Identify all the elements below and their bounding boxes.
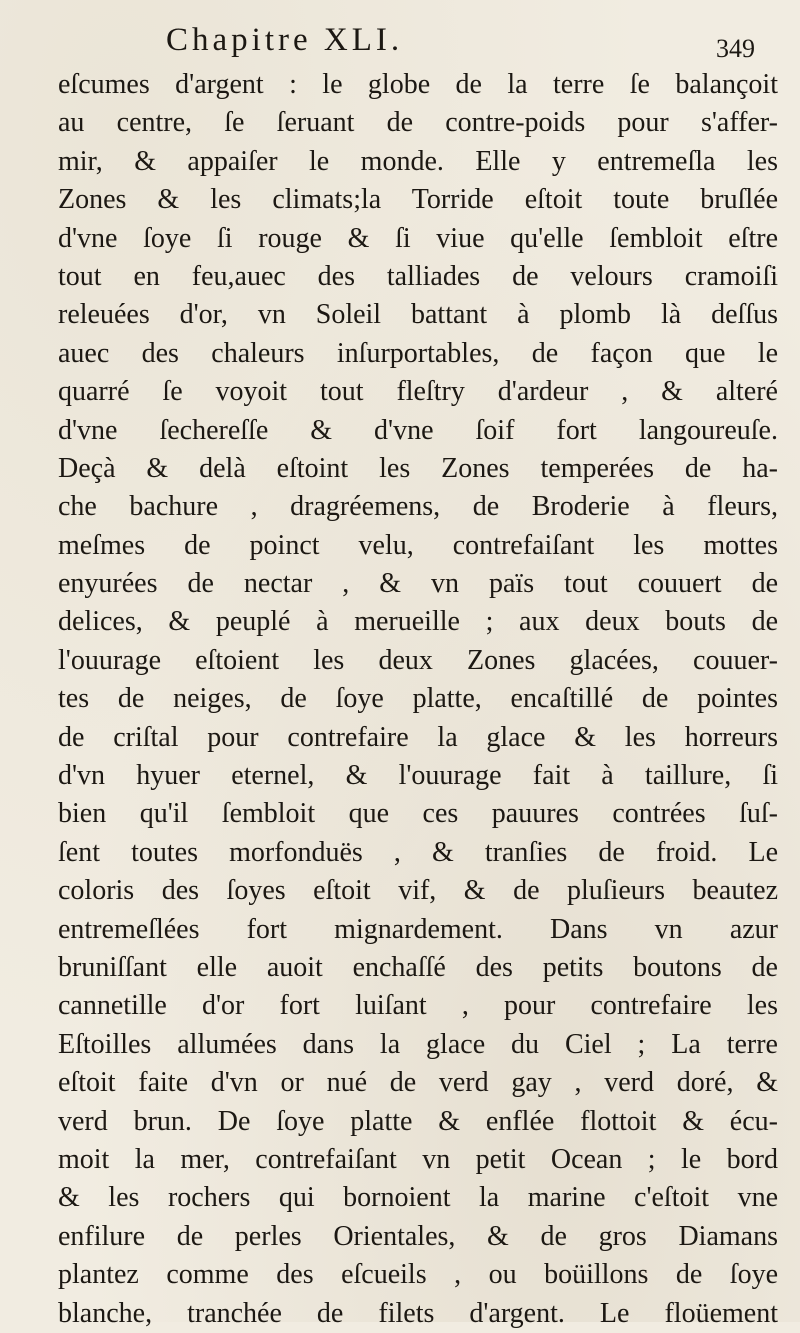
text-line: che bachure , dragréemens, de Broderie à fleurs, <box>58 491 778 523</box>
text-line: coloris des ſoyes eſtoit vif, & de pluſieurs beautez <box>58 875 778 907</box>
text-line: verd brun. De ſoye platte & enflée flottoit & écu- <box>58 1105 778 1137</box>
text-line: delices, & peuplé à merueille ; aux deux bouts de <box>58 606 778 638</box>
text-line: de criſtal pour contrefaire la glace & les horreurs <box>58 721 778 753</box>
text-line: tout en feu,auec des talliades de velours cramoiſi <box>58 260 778 292</box>
text-line: ſent toutes morfonduës , & tranſies de froid. Le <box>58 836 778 868</box>
text-line: & les rochers qui bornoient la marine c'eſtoit vne <box>58 1182 778 1214</box>
text-line: blanche, tranchée de filets d'argent. Le floüement <box>58 1297 778 1329</box>
text-line: meſmes de poinct velu, contrefaiſant les mottes <box>58 529 778 561</box>
text-line: l'ouurage eſtoient les deux Zones glacées, couuer- <box>58 644 778 676</box>
text-line: quarré ſe voyoit tout fleſtry d'ardeur , & alteré <box>58 376 778 408</box>
text-line: au centre, ſe ſeruant de contre-poids pour s'affer- <box>58 107 778 139</box>
text-line: d'vn hyuer eternel, & l'ouurage fait à taillure, ſi <box>58 760 778 792</box>
text-line: auec des chaleurs inſurportables, de façon que le <box>58 337 778 369</box>
text-line: cannetille d'or fort luiſant , pour contrefaire les <box>58 990 778 1022</box>
page-number: 349 <box>716 34 755 63</box>
text-line: plantez comme des eſcueils , ou boüillons de ſoye <box>58 1259 778 1291</box>
text-line: bruniſſant elle auoit enchaſſé des petits boutons de <box>58 951 778 983</box>
text-line: Eſtoilles allumées dans la glace du Ciel ; La terre <box>58 1028 778 1060</box>
text-line: d'vne ſechereſſe & d'vne ſoif fort langoureuſe. <box>58 414 778 446</box>
text-line: Zones & les climats;la Torride eſtoit toute bruſlée <box>58 184 778 216</box>
text-line: eſcumes d'argent : le globe de la terre ſe balançoit <box>58 69 778 100</box>
text-line: moit la mer, contrefaiſant vn petit Ocean ; le bord <box>58 1143 778 1175</box>
text-line: mir, & appaiſer le monde. Elle y entremeſla les <box>58 145 778 177</box>
text-line: tes de neiges, de ſoye platte, encaſtillé de pointes <box>58 683 778 715</box>
text-line: Deçà & delà eſtoint les Zones temperées de ha- <box>58 452 778 484</box>
text-line: enyurées de nectar , & vn païs tout couuert de <box>58 568 778 600</box>
text-line: d'vne ſoye ſi rouge & ſi viue qu'elle ſembloit eſtre <box>58 222 778 254</box>
text-line: eſtoit faite d'vn or nué de verd gay , verd doré, & <box>58 1067 778 1099</box>
text-line: entremeſlées fort mignardement. Dans vn azur <box>58 913 778 945</box>
body-text <box>58 66 778 1333</box>
text-line: enfilure de perles Orientales, & de gros Diamans <box>58 1220 778 1252</box>
running-head: Chapitre XLI. <box>166 22 404 58</box>
text-line: bien qu'il ſembloit que ces pauures contrées ſuſ- <box>58 798 778 830</box>
text-line: releuées d'or, vn Soleil battant à plomb là deſſus <box>58 299 778 331</box>
page-header <box>0 22 800 62</box>
